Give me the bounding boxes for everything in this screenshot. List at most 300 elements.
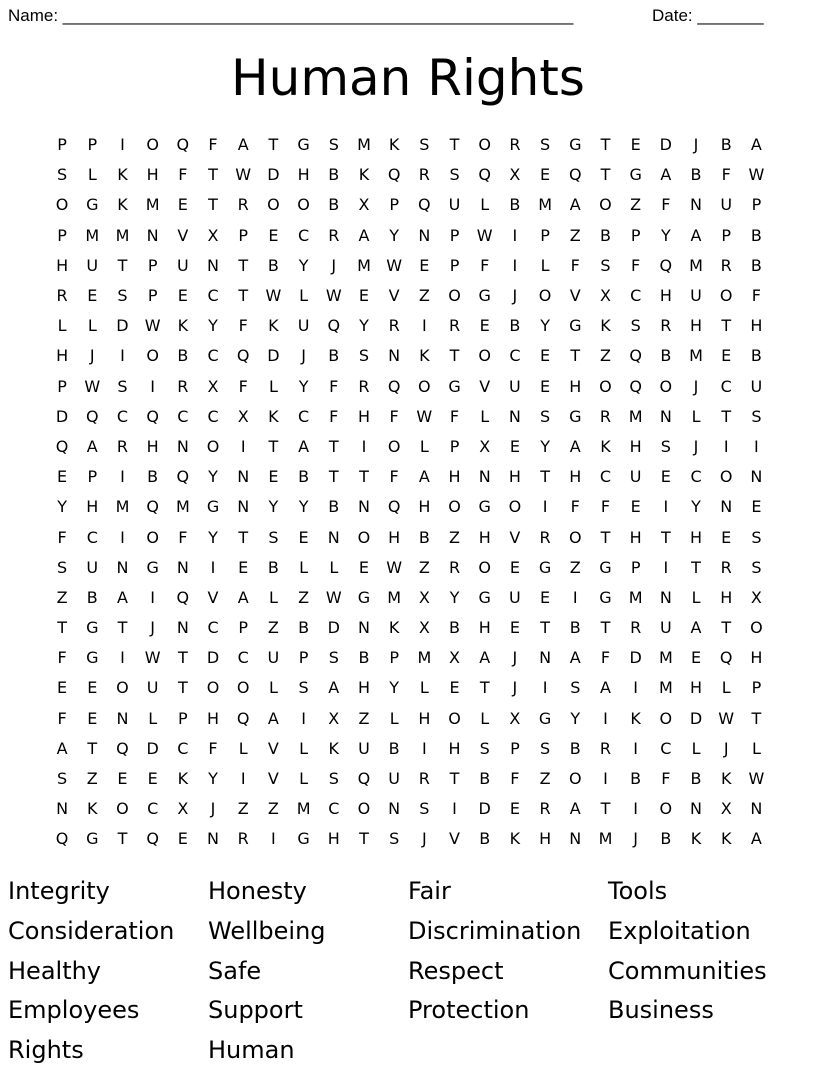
grid-letter: E xyxy=(358,557,370,577)
grid-letter: Y xyxy=(208,769,218,789)
grid-letter: M xyxy=(658,678,673,698)
grid-letter: G xyxy=(297,829,310,849)
grid-letter: N xyxy=(116,708,129,728)
grid-letter: I xyxy=(120,527,125,547)
grid-letter: A xyxy=(569,195,581,215)
grid-letter: P xyxy=(57,376,67,396)
grid-letter: O xyxy=(267,195,280,215)
grid-letter: D xyxy=(267,165,280,185)
grid-letter: L xyxy=(268,587,278,607)
grid-letter: X xyxy=(418,587,430,607)
grid-letter: F xyxy=(329,376,339,396)
grid-letter: S xyxy=(630,316,641,336)
grid-letter: A xyxy=(56,738,68,758)
grid-letter: R xyxy=(720,557,732,577)
grid-letter: A xyxy=(599,678,611,698)
grid-letter: A xyxy=(569,436,581,456)
grid-letter: E xyxy=(630,497,641,517)
grid-letter: S xyxy=(540,135,551,155)
grid-letter: X xyxy=(509,165,521,185)
grid-letter: Z xyxy=(599,346,611,366)
grid-letter: H xyxy=(659,286,672,306)
grid-row xyxy=(47,130,774,160)
grid-letter: O xyxy=(538,286,552,306)
grid-letter: L xyxy=(751,738,761,758)
grid-letter: L xyxy=(299,557,309,577)
grid-letter: U xyxy=(267,648,280,668)
grid-letter: D xyxy=(327,618,340,638)
word-list-item: Wellbeing xyxy=(208,916,326,945)
word-list-item: Business xyxy=(608,996,714,1025)
grid-letter: I xyxy=(512,255,518,275)
grid-row xyxy=(47,794,774,824)
grid-letter: Q xyxy=(629,376,642,396)
grid-letter: S xyxy=(298,678,309,698)
grid-letter: K xyxy=(690,829,702,849)
grid-letter: P xyxy=(238,225,249,245)
grid-letter: N xyxy=(176,436,189,456)
grid-letter: S xyxy=(117,376,128,396)
grid-letter: O xyxy=(357,527,371,547)
grid-letter: Z xyxy=(418,286,430,306)
grid-letter: A xyxy=(328,678,340,698)
grid-row xyxy=(47,824,774,854)
grid-letter: X xyxy=(509,708,521,728)
grid-letter: H xyxy=(720,587,733,607)
grid-letter: R xyxy=(448,557,461,577)
grid-letter: E xyxy=(690,648,702,668)
grid-letter: T xyxy=(721,618,732,638)
grid-letter: M xyxy=(598,829,613,849)
grid-letter: X xyxy=(358,195,370,215)
grid-letter: A xyxy=(237,587,249,607)
grid-letter: K xyxy=(117,195,128,215)
grid-letter: Z xyxy=(86,769,98,789)
grid-letter: G xyxy=(146,557,159,577)
grid-letter: H xyxy=(629,436,642,456)
word-list-item: Human xyxy=(208,1036,295,1065)
grid-row xyxy=(47,221,774,251)
grid-letter: X xyxy=(750,587,762,607)
grid-letter: Y xyxy=(268,497,279,517)
grid-letter: D xyxy=(55,406,69,426)
grid-letter: O xyxy=(206,678,220,698)
grid-letter: Y xyxy=(570,708,581,728)
grid-letter: B xyxy=(720,135,732,155)
grid-letter: Q xyxy=(176,467,190,487)
grid-row xyxy=(47,372,774,402)
grid-letter: I xyxy=(150,587,156,607)
grid-letter: M xyxy=(357,255,371,275)
grid-letter: W xyxy=(386,255,403,275)
grid-letter: S xyxy=(600,255,611,275)
grid-letter: R xyxy=(116,436,129,456)
grid-letter: Z xyxy=(630,195,642,215)
grid-letter: E xyxy=(87,678,98,698)
grid-letter: P xyxy=(751,195,762,215)
grid-letter: K xyxy=(388,135,400,155)
grid-letter: T xyxy=(208,165,218,185)
grid-letter: D xyxy=(659,135,672,155)
grid-letter: M xyxy=(115,497,130,517)
grid-letter: I xyxy=(633,738,639,758)
grid-letter: U xyxy=(388,769,401,789)
grid-letter: H xyxy=(478,618,491,638)
grid-letter: V xyxy=(479,376,491,396)
grid-letter: R xyxy=(539,799,551,819)
grid-letter: J xyxy=(693,135,699,155)
grid-letter: E xyxy=(177,829,188,849)
grid-letter: B xyxy=(177,346,189,366)
grid-letter: J xyxy=(421,829,427,849)
grid-letter: G xyxy=(478,587,491,607)
grid-letter: S xyxy=(419,799,430,819)
grid-letter: V xyxy=(207,587,219,607)
grid-letter: T xyxy=(691,557,701,577)
word-list-item: Safe xyxy=(208,956,262,985)
grid-row xyxy=(47,402,774,432)
grid-letter: Q xyxy=(719,648,733,668)
grid-letter: I xyxy=(240,436,246,456)
grid-letter: A xyxy=(86,436,98,456)
grid-letter: X xyxy=(449,648,461,668)
grid-letter: I xyxy=(120,135,125,155)
grid-letter: F xyxy=(449,406,460,426)
grid-letter: O xyxy=(236,678,250,698)
grid-letter: G xyxy=(86,618,99,638)
grid-letter: U xyxy=(176,255,189,275)
grid-letter: N xyxy=(56,799,69,819)
grid-letter: Y xyxy=(359,316,369,336)
grid-letter: U xyxy=(86,255,99,275)
grid-letter: K xyxy=(600,436,611,456)
grid-letter: F xyxy=(480,255,490,275)
grid-letter: N xyxy=(478,467,491,487)
grid-letter: E xyxy=(177,286,188,306)
grid-letter: O xyxy=(508,497,522,517)
grid-letter: S xyxy=(449,165,460,185)
grid-letter: Y xyxy=(298,255,309,275)
grid-letter: A xyxy=(750,135,762,155)
grid-letter: Y xyxy=(389,678,400,698)
grid-letter: L xyxy=(419,678,429,698)
grid-letter: V xyxy=(267,769,279,789)
grid-letter: K xyxy=(268,406,279,426)
grid-letter: X xyxy=(720,799,732,819)
grid-letter: R xyxy=(720,255,732,275)
grid-letter: N xyxy=(539,648,552,668)
grid-letter: I xyxy=(150,376,156,396)
grid-letter: Q xyxy=(629,346,642,366)
grid-letter: G xyxy=(297,135,310,155)
grid-letter: B xyxy=(418,527,430,547)
grid-letter: H xyxy=(569,467,582,487)
grid-letter: S xyxy=(660,436,671,456)
grid-letter: O xyxy=(568,527,582,547)
grid-letter: W xyxy=(144,648,161,668)
grid-letter: D xyxy=(629,648,642,668)
grid-letter: U xyxy=(297,316,310,336)
grid-letter: Z xyxy=(569,557,581,577)
grid-letter: W xyxy=(386,557,403,577)
grid-letter: K xyxy=(509,829,521,849)
grid-letter: E xyxy=(540,587,551,607)
grid-letter: H xyxy=(629,527,642,547)
grid-letter: D xyxy=(267,346,280,366)
grid-letter: F xyxy=(751,286,761,306)
name-field-label: Name: ______________________________________________________ xyxy=(8,6,574,25)
grid-letter: L xyxy=(329,557,339,577)
grid-letter: C xyxy=(328,799,340,819)
grid-letter: J xyxy=(512,648,518,668)
grid-letter: N xyxy=(176,618,189,638)
grid-letter: F xyxy=(57,708,67,728)
grid-letter: G xyxy=(569,135,582,155)
grid-letter: P xyxy=(630,557,641,577)
grid-letter: N xyxy=(237,467,250,487)
grid-letter: T xyxy=(268,436,279,456)
grid-letter: W xyxy=(748,769,765,789)
grid-letter: K xyxy=(268,316,279,336)
grid-row xyxy=(47,522,774,552)
grid-letter: Q xyxy=(55,436,69,456)
grid-letter: Q xyxy=(418,195,431,215)
grid-letter: O xyxy=(719,467,733,487)
grid-letter: A xyxy=(267,708,279,728)
grid-letter: P xyxy=(751,678,762,698)
grid-letter: Q xyxy=(146,406,159,426)
grid-letter: O xyxy=(719,286,733,306)
grid-letter: Y xyxy=(298,497,309,517)
grid-letter: G xyxy=(448,376,461,396)
grid-letter: B xyxy=(750,255,762,275)
grid-letter: B xyxy=(479,829,491,849)
grid-row xyxy=(47,190,774,220)
word-list-item: Tools xyxy=(608,877,668,905)
grid-letter: S xyxy=(268,527,279,547)
grid-letter: L xyxy=(57,316,67,336)
grid-letter: S xyxy=(57,165,68,185)
grid-letter: D xyxy=(478,799,491,819)
grid-letter: J xyxy=(301,346,306,366)
grid-letter: Q xyxy=(55,829,69,849)
word-list-item: Rights xyxy=(8,1036,84,1065)
grid-letter: O xyxy=(599,195,612,215)
grid-letter: F xyxy=(631,255,641,275)
grid-letter: Q xyxy=(85,406,99,426)
grid-letter: H xyxy=(448,467,461,487)
grid-letter: S xyxy=(328,769,339,789)
grid-letter: T xyxy=(117,618,128,638)
grid-letter: N xyxy=(176,557,189,577)
grid-letter: O xyxy=(418,376,431,396)
grid-letter: J xyxy=(150,618,156,638)
grid-letter: B xyxy=(328,165,340,185)
grid-letter: E xyxy=(268,225,279,245)
grid-row xyxy=(47,281,774,311)
grid-letter: H xyxy=(690,316,703,336)
grid-letter: Q xyxy=(176,587,190,607)
grid-letter: O xyxy=(146,135,159,155)
grid-letter: Y xyxy=(208,316,218,336)
grid-letter: N xyxy=(357,618,370,638)
grid-letter: P xyxy=(147,255,158,275)
grid-letter: S xyxy=(328,648,339,668)
grid-letter: H xyxy=(388,527,401,547)
grid-letter: G xyxy=(538,557,552,577)
grid-letter: I xyxy=(603,769,608,789)
word-list-item: Discrimination xyxy=(408,916,582,945)
grid-letter: V xyxy=(177,225,189,245)
grid-letter: Q xyxy=(387,376,401,396)
word-list-item: Exploitation xyxy=(608,916,751,945)
grid-letter: L xyxy=(299,286,309,306)
grid-letter: M xyxy=(658,648,673,668)
grid-letter: M xyxy=(115,225,130,245)
grid-letter: A xyxy=(237,135,249,155)
grid-letter: M xyxy=(145,195,160,215)
grid-letter: O xyxy=(297,195,310,215)
grid-letter: T xyxy=(328,436,339,456)
grid-letter: P xyxy=(298,648,309,668)
grid-letter: B xyxy=(660,829,672,849)
grid-letter: P xyxy=(57,225,67,245)
grid-letter: A xyxy=(479,648,491,668)
grid-letter: V xyxy=(569,286,581,306)
grid-letter: M xyxy=(538,195,552,215)
grid-letter: P xyxy=(87,467,98,487)
grid-letter: H xyxy=(750,648,763,668)
grid-letter: T xyxy=(57,618,67,638)
grid-letter: O xyxy=(146,346,159,366)
grid-letter: W xyxy=(325,587,342,607)
grid-letter: Q xyxy=(236,708,250,728)
grid-letter: X xyxy=(207,376,219,396)
grid-letter: F xyxy=(570,497,580,517)
grid-letter: X xyxy=(177,799,189,819)
grid-letter: T xyxy=(449,135,460,155)
grid-letter: I xyxy=(633,799,639,819)
grid-letter: C xyxy=(177,406,189,426)
grid-letter: B xyxy=(298,467,310,487)
grid-row xyxy=(47,341,774,371)
grid-letter: E xyxy=(509,557,520,577)
grid-letter: T xyxy=(208,195,218,215)
grid-letter: L xyxy=(480,708,490,728)
grid-letter: F xyxy=(510,769,520,789)
grid-letter: C xyxy=(720,376,732,396)
grid-letter: S xyxy=(751,527,762,547)
grid-letter: B xyxy=(479,769,491,789)
grid-letter: L xyxy=(389,708,399,728)
grid-letter: K xyxy=(419,346,430,366)
grid-letter: F xyxy=(661,769,671,789)
grid-letter: N xyxy=(569,829,582,849)
grid-letter: L xyxy=(480,406,490,426)
grid-letter: E xyxy=(298,527,309,547)
grid-letter: N xyxy=(508,406,521,426)
grid-letter: E xyxy=(358,286,370,306)
grid-letter: P xyxy=(510,738,520,758)
grid-letter: F xyxy=(208,135,218,155)
grid-letter: W xyxy=(265,286,282,306)
grid-row xyxy=(47,734,774,764)
grid-letter: C xyxy=(509,346,521,366)
grid-letter: W xyxy=(718,708,735,728)
grid-letter: P xyxy=(449,436,460,456)
grid-letter: L xyxy=(721,678,731,698)
grid-letter: U xyxy=(509,587,521,607)
grid-letter: J xyxy=(210,799,216,819)
grid-letter: X xyxy=(207,225,219,245)
grid-letter: P xyxy=(630,225,641,245)
grid-letter: M xyxy=(296,799,311,819)
grid-letter: G xyxy=(538,708,552,728)
grid-row xyxy=(47,613,774,643)
grid-letter: C xyxy=(207,286,219,306)
grid-letter: D xyxy=(206,648,220,668)
grid-letter: B xyxy=(750,225,762,245)
grid-letter: C xyxy=(298,406,310,426)
grid-letter: Z xyxy=(449,527,461,547)
grid-letter: I xyxy=(512,225,518,245)
grid-letter: K xyxy=(177,769,189,789)
grid-letter: I xyxy=(542,678,548,698)
grid-letter: O xyxy=(448,497,461,517)
grid-letter: S xyxy=(57,557,68,577)
grid-letter: U xyxy=(146,678,159,698)
grid-letter: T xyxy=(117,829,128,849)
grid-letter: S xyxy=(751,406,762,426)
grid-letter: R xyxy=(177,376,189,396)
grid-letter: S xyxy=(570,678,581,698)
grid-letter: I xyxy=(542,497,548,517)
grid-letter: U xyxy=(720,195,733,215)
grid-letter: C xyxy=(86,527,98,547)
grid-letter: B xyxy=(690,165,702,185)
grid-letter: L xyxy=(148,708,158,728)
grid-letter: F xyxy=(721,165,731,185)
grid-letter: L xyxy=(299,769,309,789)
grid-row xyxy=(47,311,774,341)
grid-row xyxy=(47,764,774,794)
grid-letter: N xyxy=(146,225,159,245)
grid-letter: B xyxy=(509,195,521,215)
grid-letter: A xyxy=(358,225,370,245)
grid-letter: Y xyxy=(540,436,550,456)
grid-letter: J xyxy=(512,286,518,306)
grid-letter: W xyxy=(476,225,493,245)
grid-letter: T xyxy=(87,738,98,758)
word-list-item: Respect xyxy=(408,956,504,985)
grid-letter: U xyxy=(750,376,763,396)
grid-letter: T xyxy=(600,799,611,819)
grid-letter: G xyxy=(86,648,99,668)
grid-letter: Z xyxy=(56,587,68,607)
grid-letter: S xyxy=(328,135,339,155)
grid-letter: L xyxy=(480,195,490,215)
grid-letter: E xyxy=(540,376,551,396)
grid-letter: L xyxy=(268,376,278,396)
grid-letter: C xyxy=(298,225,310,245)
grid-letter: N xyxy=(690,195,703,215)
grid-letter: Y xyxy=(208,527,218,547)
grid-letter: B xyxy=(267,255,279,275)
grid-letter: X xyxy=(418,618,430,638)
grid-letter: B xyxy=(449,618,461,638)
grid-letter: T xyxy=(449,769,460,789)
grid-letter: R xyxy=(630,618,642,638)
